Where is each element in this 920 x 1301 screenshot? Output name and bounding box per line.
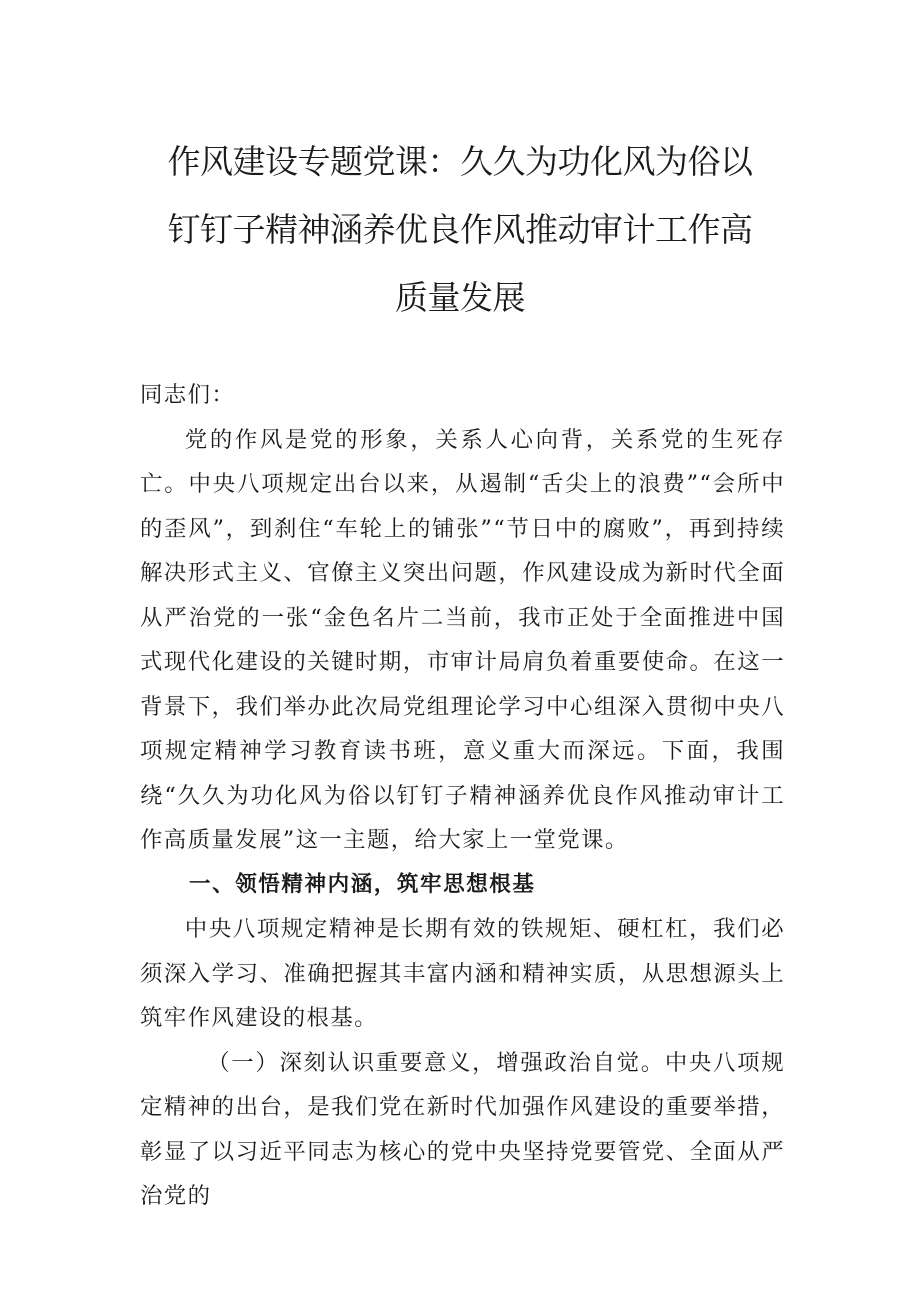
document-title	[120, 128, 800, 332]
section-heading-1: 一、领悟精神内涵，筑牢思想根基	[189, 871, 536, 897]
salutation: 同志们：	[140, 382, 236, 408]
title-line-3: 质量发展	[395, 278, 525, 317]
title-line-2: 钉钉子精神涵养优良作风推动审计工作高	[167, 210, 753, 249]
title-line-1: 作风建设专题党课：久久为功化风为俗以	[167, 142, 753, 181]
intro-paragraph: 党的作风是党的形象，关系人心向背，关系党的生死存亡。中央八项规定出台以来，从遏制“舌尖上的浪费”“会所中的歪风”，到刹住“车轮上的铺张”“节日中的腐败”，再到持续解决形式主义、官僚主义突出问题，作风建设成为新时代全面从严治党的一张“金色名片二当前，我市正处于全面推进中国式现代化建设的关键时期，市审计局肩负着重要使命。在这一背景下，我们举办此次局党组理论学习中心组深入贯彻中央八项规定精神学习教育读书班，意义重大而深远。下面，我围绕“久久为功化风为俗以钉钉子精神涵养优良作风推动审计工作高质量发展”这一主题，给大家上一堂党课。	[140, 426, 785, 853]
document-body	[140, 373, 785, 1219]
subsection-1-paragraph: （一）深刻认识重要意义，增强政治自觉。中央八项规定精神的出台，是我们党在新时代加强作风建设的重要举措，彰显了以习近平同志为核心的党中央坚持党要管党、全面从严治党的	[140, 1049, 785, 1209]
section-1-paragraph: 中央八项规定精神是长期有效的铁规矩、硬杠杠，我们必须深入学习、准确把握其丰富内涵和精神实质，从思想源头上筑牢作风建设的根基。	[140, 916, 785, 1031]
